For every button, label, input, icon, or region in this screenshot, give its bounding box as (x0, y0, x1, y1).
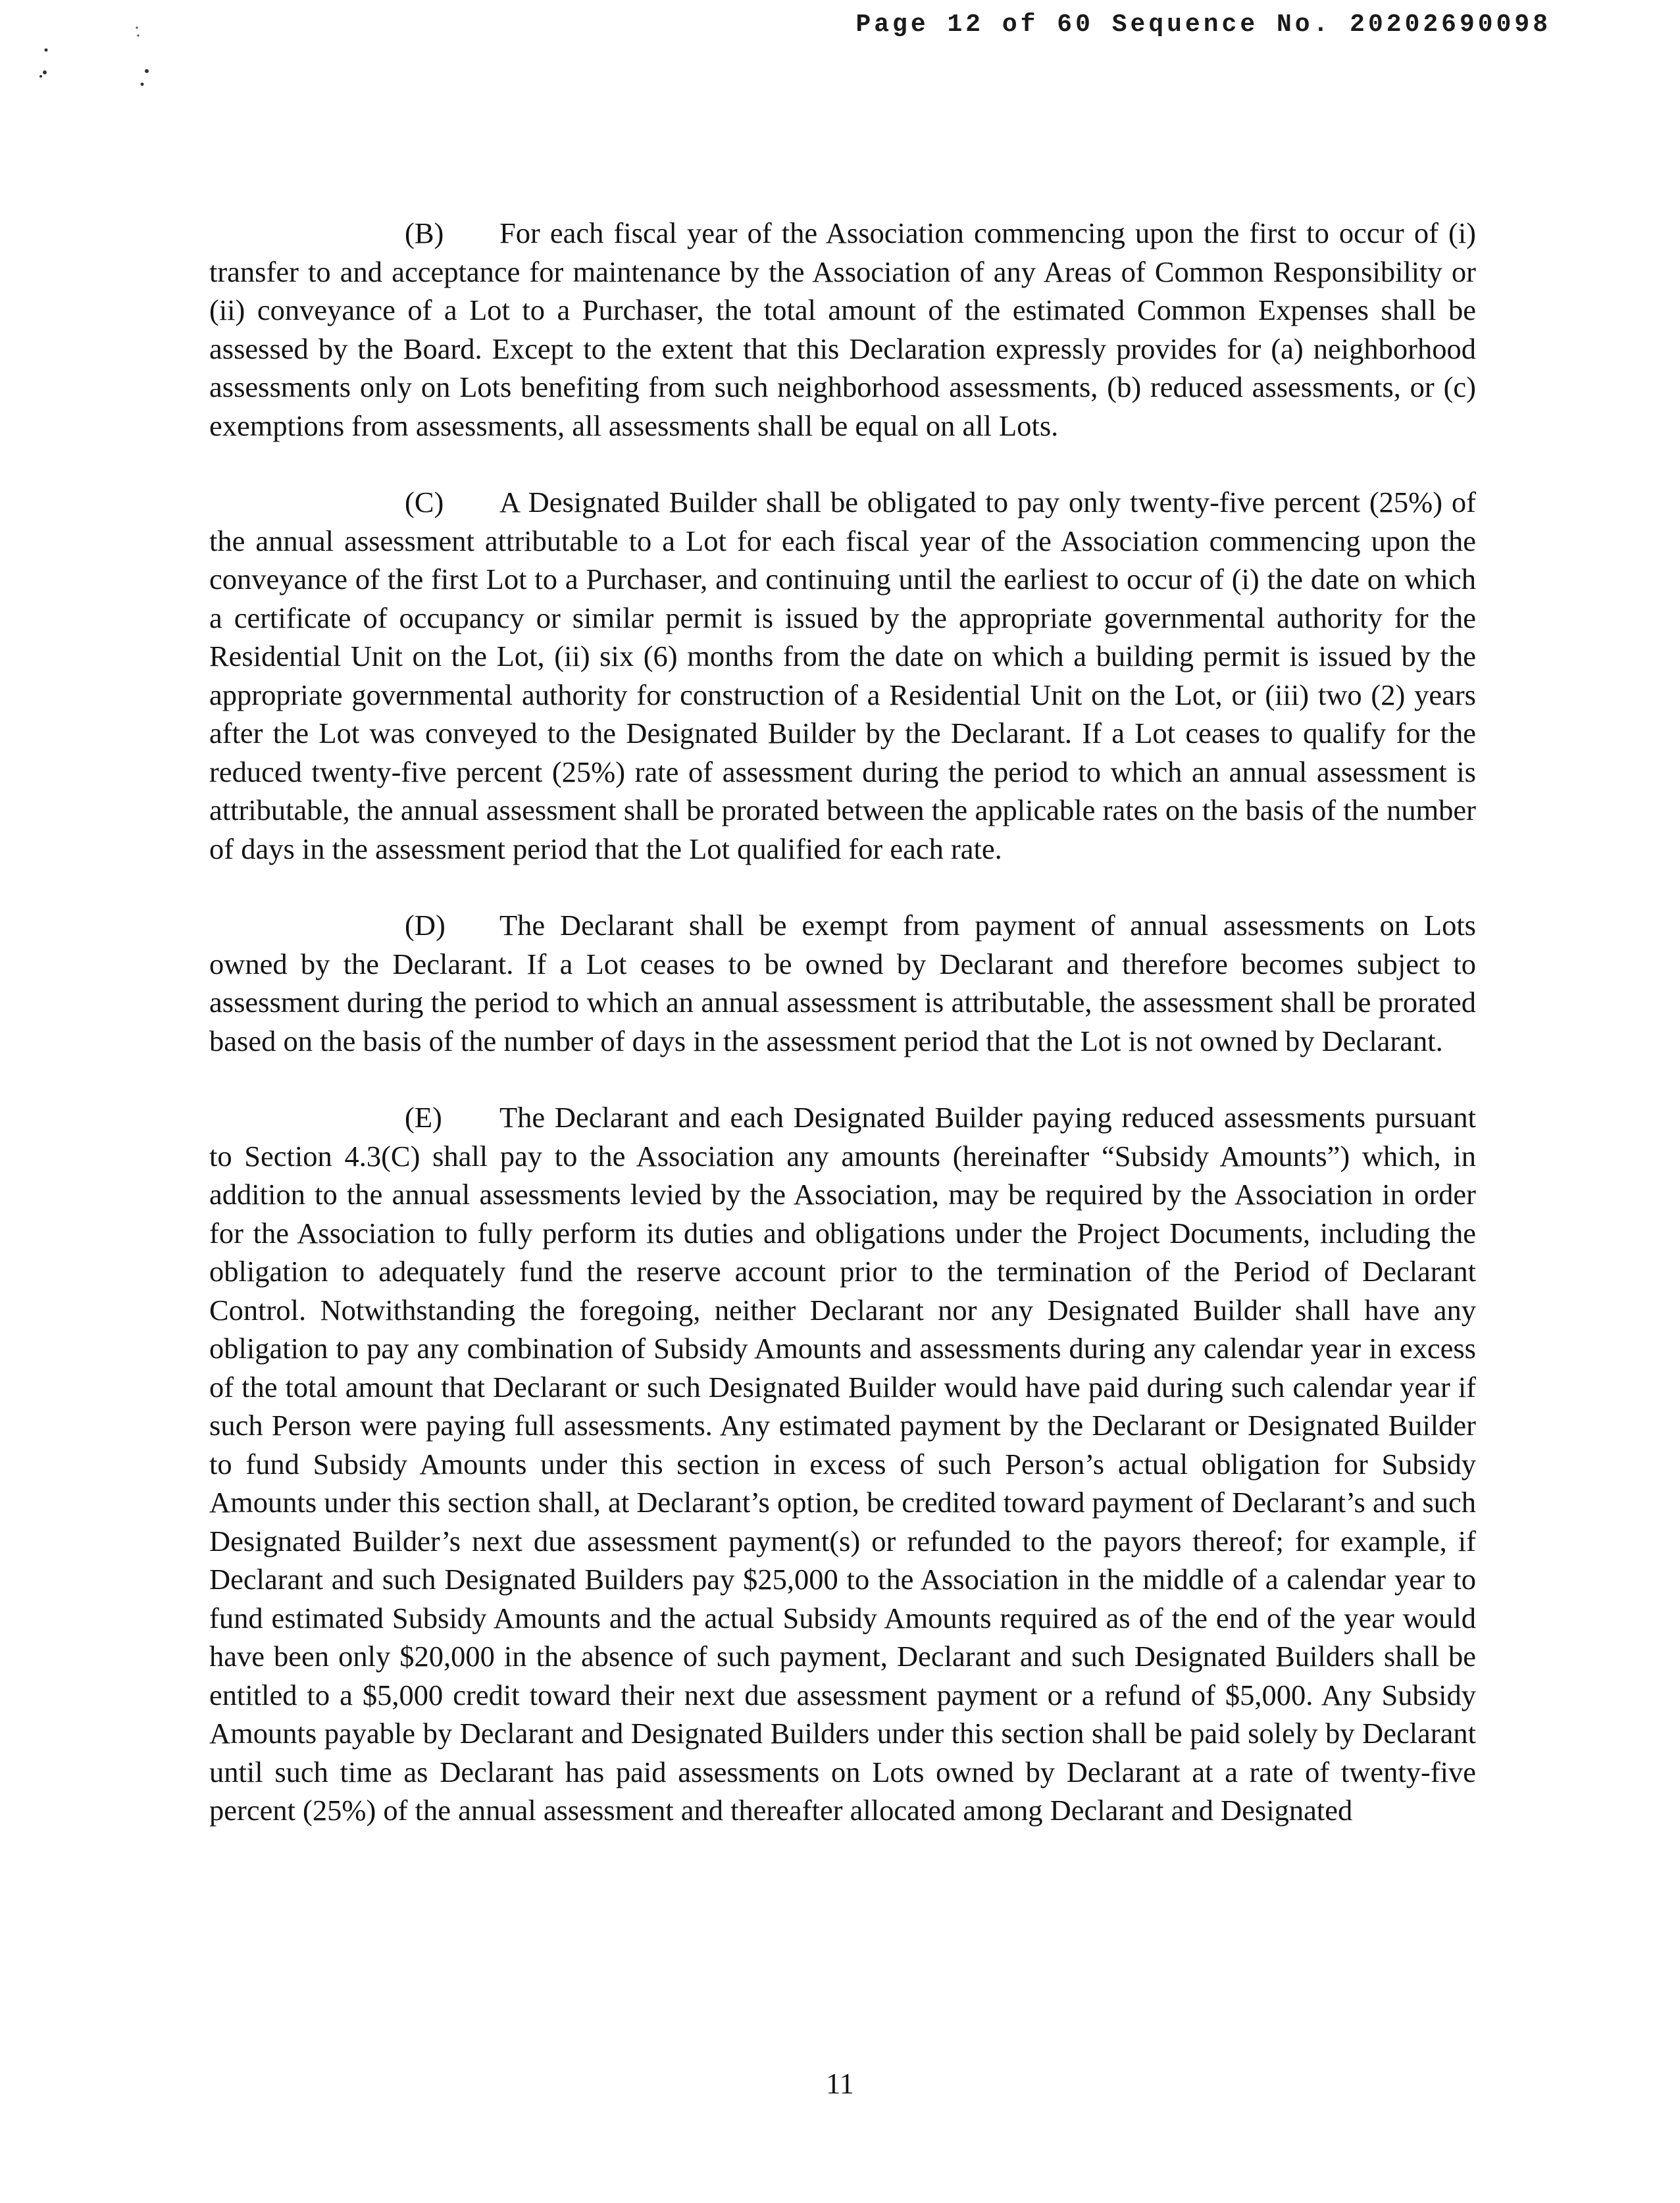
paragraph-text: A Designated Builder shall be obligated to pay only twenty-five percent (25%) of the annual assessment attributable to a Lot for each fiscal year of the Association commencing upon the conveyance of the first Lot to a Purchaser, and continuing until the earliest to occur of (i) the date on which a certificate of occupancy or similar permit is issued by the appropriate governmental authority for the Residential Unit on the Lot, (ii) six (6) months from the date on which a building permit is issued by the appropriate governmental authority for construction of a Residential Unit on the Lot, or (iii) two (2) years after the Lot was conveyed to the Designated Builder by the Declarant. If a Lot ceases to qualify for the reduced twenty-five percent (25%) rate of assessment during the period to which an annual assessment is attributable, the annual assessment shall be prorated between the applicable rates on the basis of the number of days in the assessment period that the Lot qualified for each rate. (209, 486, 1476, 865)
paragraph-text: For each fiscal year of the Association commencing upon the first to occur of (i) transfer to and acceptance for maintenance by the Association of any Areas of Common Responsibility or (ii) conveyance of a Lot to a Purchaser, the total amount of the estimated Common Expenses shall be assessed by the Board. Except to the extent that this Declaration expressly provides for (a) neighborhood assessments only on Lots benefiting from such neighborhood assessments, (b) reduced assessments, or (c) exemptions from assessments, all assessments shall be equal on all Lots. (209, 216, 1476, 442)
paragraph-label: (B) (405, 216, 444, 249)
paragraph-label: (D) (405, 909, 445, 942)
paragraph-e (209, 1098, 1476, 1830)
paragraph-c (209, 483, 1476, 868)
paragraph-label: (C) (405, 486, 444, 519)
paragraph-b (209, 214, 1476, 445)
paragraph-text: The Declarant and each Designated Builder paying reduced assessments pursuant to Section 4.3(C) shall pay to the Association any amounts (hereinafter “Subsidy Amounts”) which, in addition to the annual assessments levied by the Association, may be required by the Association in order for the Association to fully perform its duties and obligations under the Project Documents, including the obligation to adequately fund the reserve account prior to the termination of the Period of Declarant Control. Notwithstanding the foregoing, neither Declarant nor any Designated Builder shall have any obligation to pay any combination of Subsidy Amounts and assessments during any calendar year in excess of the total amount that Declarant or such Designated Builder would have paid during such calendar year if such Person were paying full assessments. Any estimated payment by the Declarant or Designated Builder to fund Subsidy Amounts under this section in excess of such Person’s actual obligation for Subsidy Amounts under this section shall, at Declarant’s option, be credited toward payment of Declarant’s and such Designated Builder’s next due assessment payment(s) or refunded to the payors thereof; for example, if Declarant and such Designated Builders pay $25,000 to the Association in the middle of a calendar year to fund estimated Subsidy Amounts and the actual Subsidy Amounts required as of the end of the year would have been only $20,000 in the absence of such payment, Declarant and such Designated Builders shall be entitled to a $5,000 credit toward their next due assessment payment or a refund of $5,000. Any Subsidy Amounts payable by Declarant and Designated Builders under this section shall be paid solely by Declarant until such time as Declarant has paid assessments on Lots owned by Declarant at a rate of twenty-five percent (25%) of the annual assessment and thereafter allocated among Declarant and Designated (209, 1101, 1476, 1827)
document-body (209, 214, 1476, 1868)
paragraph-text: The Declarant shall be exempt from payment of annual assessments on Lots owned by the Declarant. If a Lot ceases to be owned by Declarant and therefore becomes subject to assessment during the period to which an annual assessment is attributable, the assessment shall be prorated based on the basis of the number of days in the assessment period that the Lot is not owned by Declarant. (209, 909, 1476, 1057)
page-number: 11 (826, 2067, 854, 2100)
scan-specks (38, 13, 170, 99)
paragraph-d (209, 906, 1476, 1060)
paragraph-label: (E) (405, 1101, 442, 1134)
document-header-stamp: Page 12 of 60 Sequence No. 20202690098 (855, 11, 1551, 39)
